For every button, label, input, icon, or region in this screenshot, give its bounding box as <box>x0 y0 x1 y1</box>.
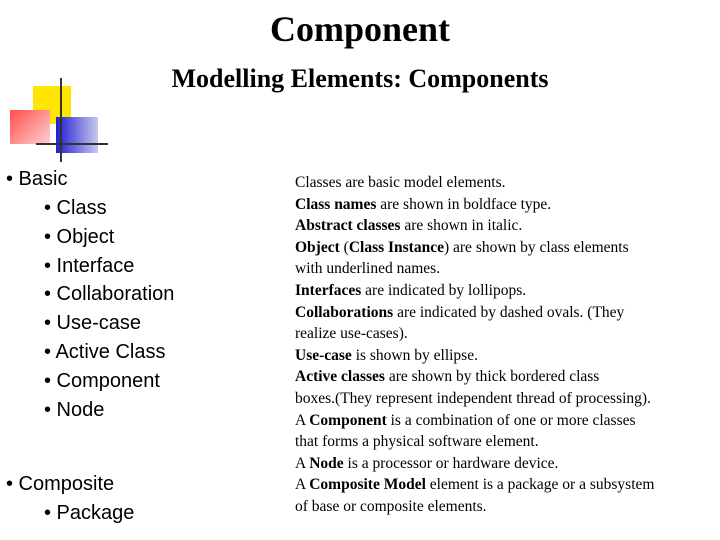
list-item-composite: • Composite <box>6 473 115 495</box>
description-line <box>295 474 717 496</box>
bold-term: Object <box>295 238 340 256</box>
text-run: of base or composite elements. <box>295 497 487 515</box>
text-run: A <box>295 411 310 429</box>
description-line <box>295 280 717 302</box>
description-line <box>295 258 717 280</box>
text-run: ) are shown by class elements <box>443 238 629 256</box>
text-run: A <box>295 454 310 472</box>
text-run: ( <box>339 238 349 256</box>
bold-term: Class Instance <box>348 238 444 256</box>
descriptions-text <box>295 172 717 518</box>
text-run: is shown by ellipse. <box>351 346 478 364</box>
bold-term: Use-case <box>295 346 352 364</box>
bold-term: Interfaces <box>295 281 362 299</box>
blue-square <box>56 117 98 153</box>
text-run: Classes <box>295 174 342 191</box>
description-line <box>295 453 717 475</box>
bold-term: Abstract classes <box>295 217 401 235</box>
text-run: boxes.(They represent independent thread of processing). <box>295 389 651 407</box>
bold-term: Node <box>309 454 344 472</box>
text-run: with underlined names. <box>295 260 441 278</box>
description-line <box>295 410 717 432</box>
list-subitem: • Component <box>44 369 160 392</box>
bold-term: Composite Model <box>309 476 426 494</box>
text-run: is a combination of one or more classes <box>386 411 636 429</box>
description-line <box>295 388 717 410</box>
text-run: is a processor or hardware device. <box>343 454 559 472</box>
text-run: are indicated by lollipops. <box>361 281 527 299</box>
bold-term: Class names <box>295 195 377 213</box>
text-run: A <box>295 476 310 494</box>
bold-term: Collaborations <box>295 303 394 321</box>
description-line <box>295 194 717 216</box>
description-line <box>295 237 717 259</box>
text-run: are basic model elements. <box>341 174 506 191</box>
description-line <box>295 215 717 237</box>
list-subitem: • Interface <box>44 254 135 277</box>
description-line <box>295 366 717 388</box>
list-subitem: • Package <box>44 502 135 524</box>
bold-term: Component <box>309 411 387 429</box>
slide-subtitle: Modelling Elements: Components <box>171 64 549 93</box>
text-run: are shown in italic. <box>400 217 523 235</box>
list-subitem: • Object <box>44 225 115 248</box>
horizontal-line <box>36 143 108 145</box>
text-run: element is a package or a subsystem <box>425 476 655 494</box>
list-subitem: • Use-case <box>44 312 142 335</box>
decorative-squares-graphic <box>0 0 110 170</box>
description-line <box>295 172 717 194</box>
slide-title: Component <box>269 9 451 49</box>
description-line <box>295 345 717 367</box>
bold-term: Active classes <box>295 368 385 386</box>
list-subitem: • Node <box>44 398 105 421</box>
description-line <box>295 431 717 453</box>
text-run: that forms a physical software element. <box>295 433 539 451</box>
description-line <box>295 496 717 518</box>
text-run: realize use-cases). <box>295 325 408 343</box>
list-item-basic: • Basic <box>6 168 68 190</box>
text-run: are shown by thick bordered class <box>384 368 600 386</box>
description-line <box>295 302 717 324</box>
text-run: are indicated by dashed ovals. (They <box>393 303 625 321</box>
list-subitem: • Collaboration <box>44 283 175 306</box>
list-subitem: • Class <box>44 197 107 219</box>
list-subitem: • Active Class <box>44 341 166 363</box>
red-square <box>10 110 50 144</box>
vertical-line <box>60 78 62 162</box>
text-run: are shown in boldface type. <box>376 195 552 213</box>
description-line <box>295 323 717 345</box>
